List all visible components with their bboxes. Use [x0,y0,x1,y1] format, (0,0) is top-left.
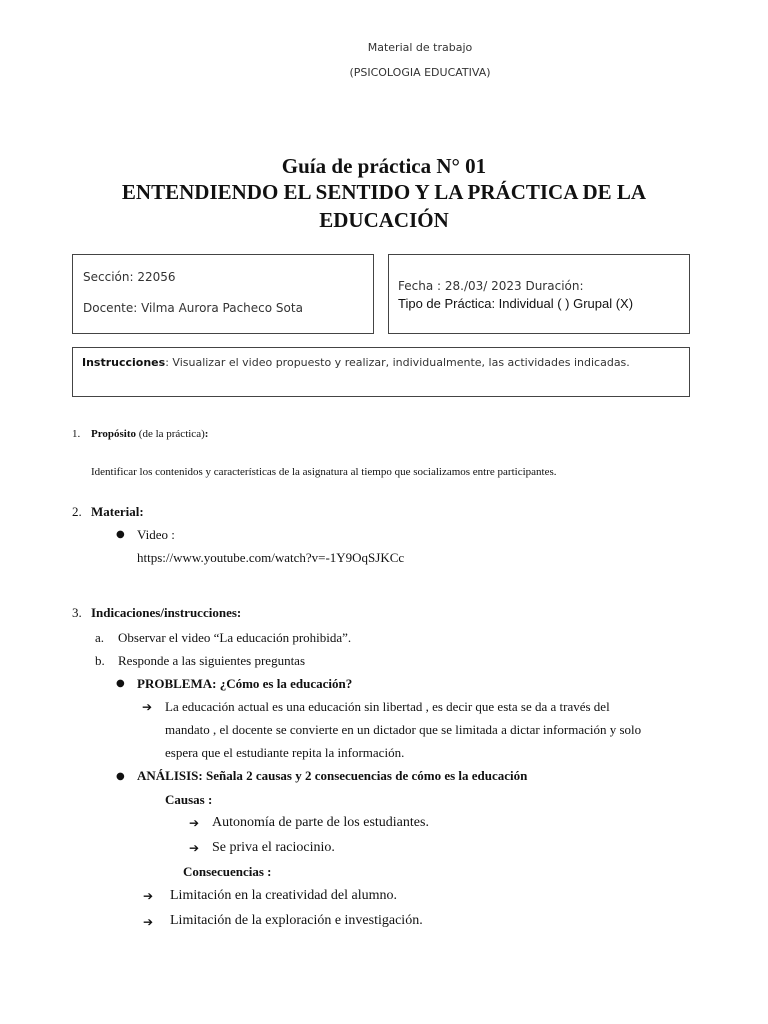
causa-2: Se priva el raciocinio. [212,840,335,855]
arrow-right-icon: ➔ [189,841,200,855]
date-duration: Fecha : 28./03/ 2023 Duración: [398,279,584,293]
arrow-right-icon: ➔ [143,915,154,929]
item-b-text: Responde a las siguientes preguntas [118,653,306,668]
consecuencia-1: Limitación en la creatividad del alumno. [170,888,398,903]
instructions-box [72,347,690,397]
section-2-number: 2. [72,504,82,519]
section-1-title: Propósito [91,428,137,440]
header-course: (PSICOLOGIA EDUCATIVA) [349,66,491,79]
problema-answer-line-2: mandato , el docente se convierte en un dictador que se limitada a dictar información y solo [165,722,642,737]
guide-number-title: Guía de práctica N° 01 [281,154,487,178]
practice-type: Tipo de Práctica: Individual ( ) Grupal (X) [398,296,634,311]
instructions-text: : Visualizar el video propuesto y realizar, individualmente, las actividades indicadas. [165,356,630,369]
section-3-number: 3. [72,605,82,620]
bullet-dot: ● [116,771,125,782]
info-box-left [72,254,374,334]
section-3-title: Indicaciones/instrucciones: [91,605,242,620]
section-2-title: Material: [91,504,144,519]
purpose-text: Identificar los contenidos y características de la asignatura al tiempo que socializamos entre participantes. [91,466,557,478]
instructions-label: Instrucciones [82,356,166,369]
section-1-suffix: (de la práctica) [136,428,205,440]
bullet-dot: ● [116,678,125,689]
consecuencia-2: Limitación de la exploración e investigación. [170,913,423,928]
problema-answer-line-1: La educación actual es una educación sin libertad , es decir que esta se da a través del [165,699,610,714]
causas-label: Causas : [165,792,213,807]
bullet-dot: ● [116,529,125,540]
page-title-cont: EDUCACIÓN [319,208,449,232]
video-label: Video : [137,527,175,542]
arrow-right-icon: ➔ [189,816,200,830]
section-1-colon: : [204,428,209,440]
item-a-marker: a. [95,630,105,645]
section-code: Sección: 22056 [83,270,176,284]
causa-1: Autonomía de parte de los estudiantes. [212,815,429,830]
arrow-right-icon: ➔ [143,889,154,903]
item-a-text: Observar el video “La educación prohibida”. [118,630,352,645]
problema-title: PROBLEMA: ¿Cómo es la educación? [137,676,353,691]
info-box-right [388,254,690,334]
video-link[interactable]: https://www.youtube.com/watch?v=-1Y9OqSJKCc [137,550,405,565]
section-1-number: 1. [72,428,81,440]
consecuencias-label: Consecuencias : [183,864,272,879]
header-material: Material de trabajo [367,41,473,54]
section-1-heading [91,428,208,440]
arrow-right-icon: ➔ [142,700,153,714]
teacher-name: Docente: Vilma Aurora Pacheco Sota [83,301,303,315]
analisis-title: ANÁLISIS: Señala 2 causas y 2 consecuencias de cómo es la educación [137,768,528,783]
problema-answer-line-3: espera que el estudiante repita la información. [165,745,405,760]
item-b-marker: b. [95,653,105,668]
page-title: ENTENDIENDO EL SENTIDO Y LA PRÁCTICA DE LA [121,180,647,204]
